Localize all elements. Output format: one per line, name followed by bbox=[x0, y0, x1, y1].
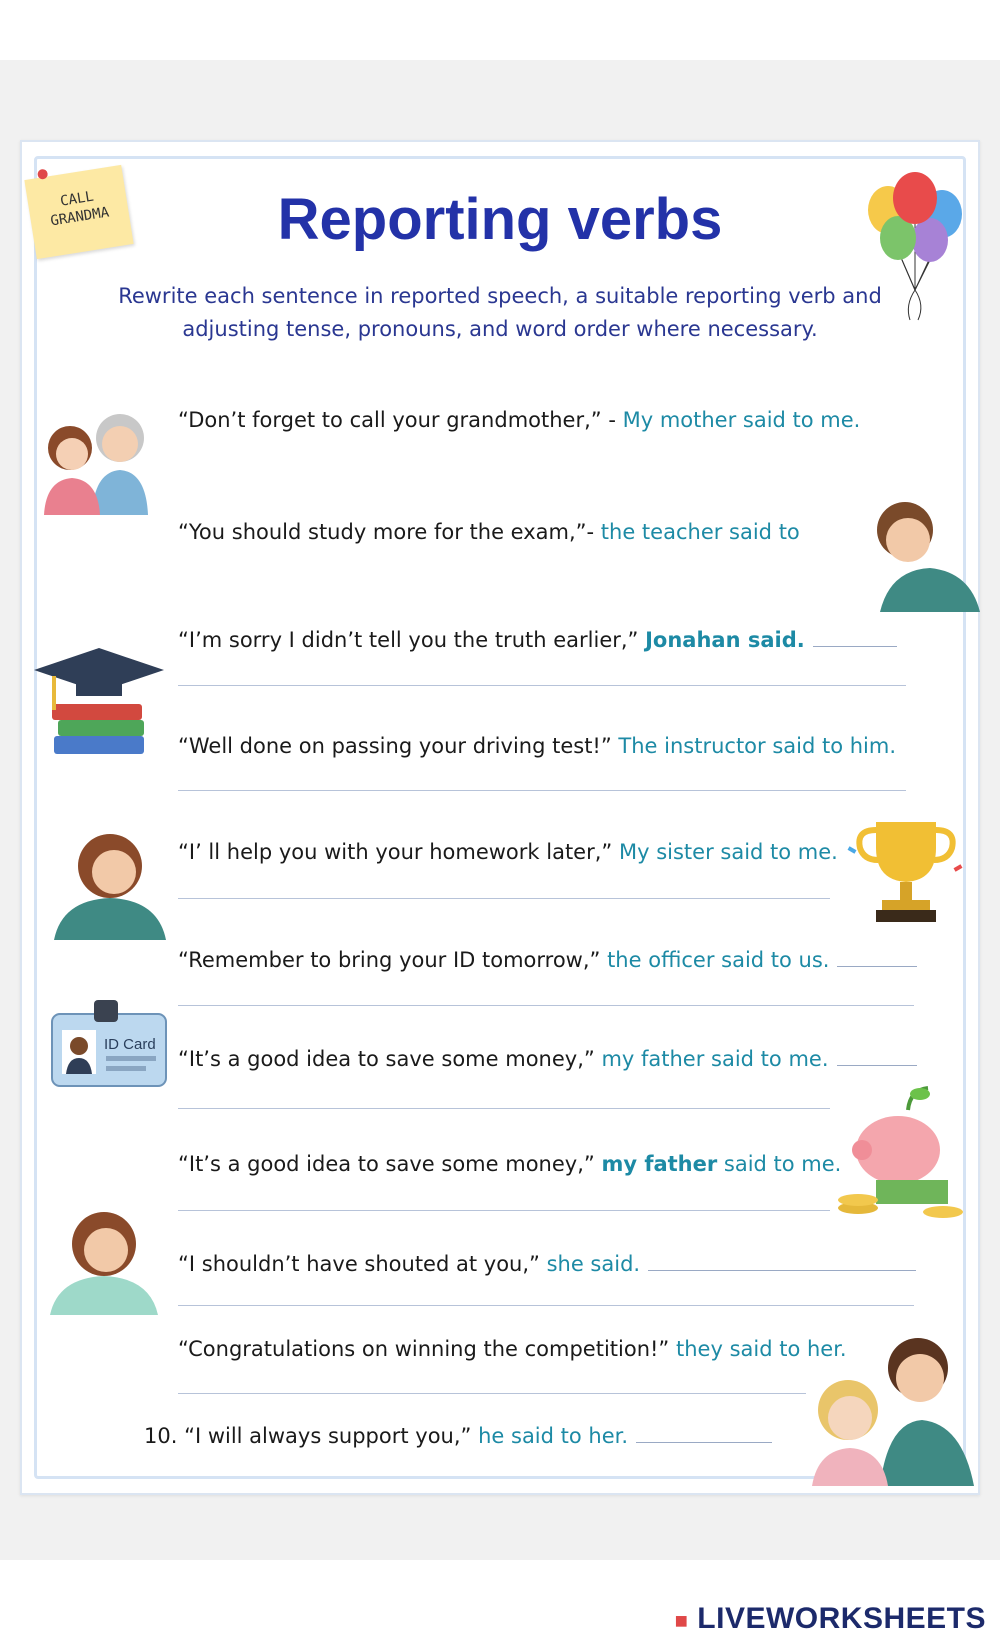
sentence-5 bbox=[178, 840, 838, 864]
quote: “It’s a good idea to save some money,” bbox=[178, 1047, 602, 1071]
sticky-note-line1: CALL bbox=[59, 188, 95, 210]
answer-line[interactable] bbox=[178, 1005, 914, 1006]
id-card-label: ID Card bbox=[104, 1036, 156, 1053]
sentence-11 bbox=[144, 1424, 772, 1448]
quote: “You should study more for the exam,”- bbox=[178, 520, 601, 544]
answer-line[interactable] bbox=[178, 1108, 830, 1109]
speaker-bold: my father bbox=[601, 1152, 718, 1176]
brand-text: LIVEWORKSHEETS bbox=[697, 1602, 986, 1635]
speaker: the officer said to us. bbox=[607, 948, 830, 972]
speaker: the teacher said to bbox=[600, 520, 800, 544]
sticky-note-line2: GRANDMA bbox=[49, 204, 111, 230]
instructions-line2: adjusting tense, pronouns, and word order where necessary. bbox=[182, 317, 818, 341]
answer-blank[interactable] bbox=[813, 645, 897, 647]
sentence-10 bbox=[178, 1337, 847, 1361]
sentence-2 bbox=[178, 520, 800, 544]
quote: “I’ ll help you with your homework later,” bbox=[178, 840, 619, 864]
answer-line[interactable] bbox=[178, 1305, 914, 1306]
speaker: The instructor said to him. bbox=[618, 734, 897, 758]
worksheet-border bbox=[34, 156, 966, 1479]
answer-line[interactable] bbox=[178, 1210, 830, 1211]
page-title: Reporting verbs bbox=[277, 187, 723, 252]
quote: “Congratulations on winning the competition!” bbox=[178, 1337, 676, 1361]
quote: “It’s a good idea to save some money,” bbox=[178, 1152, 602, 1176]
answer-blank[interactable] bbox=[636, 1441, 772, 1443]
books-and-grad-cap-icon bbox=[34, 640, 164, 760]
speaker: she said. bbox=[546, 1252, 641, 1276]
piggy-bank-icon bbox=[838, 1080, 968, 1225]
sad-boy-icon bbox=[850, 492, 980, 612]
sentence-8 bbox=[178, 1152, 841, 1176]
couple-icon bbox=[798, 1326, 980, 1486]
instructions-line1: Rewrite each sentence in reported speech, a suitable reporting verb and bbox=[118, 284, 882, 308]
answer-blank[interactable] bbox=[648, 1269, 916, 1271]
pin-icon bbox=[37, 169, 48, 180]
answer-line[interactable] bbox=[178, 1393, 806, 1394]
trophy-icon bbox=[846, 808, 966, 928]
brand-logo bbox=[675, 1602, 986, 1636]
speaker: My sister said to me. bbox=[618, 840, 838, 864]
answer-line[interactable] bbox=[178, 898, 830, 899]
sentence-3 bbox=[178, 628, 897, 652]
quote: “Don’t forget to call your grandmother,” - bbox=[178, 408, 623, 432]
speaker: Jonahan said. bbox=[645, 628, 805, 652]
answer-blank[interactable] bbox=[837, 965, 917, 967]
sentence-6 bbox=[178, 948, 917, 972]
sentence-number: 10. bbox=[144, 1424, 178, 1448]
answer-line[interactable] bbox=[178, 790, 906, 791]
quote: “Well done on passing your driving test!” bbox=[178, 734, 619, 758]
grandmother-and-child-icon bbox=[32, 400, 162, 515]
tired-woman-icon bbox=[48, 820, 168, 940]
sentence-4 bbox=[178, 734, 896, 758]
brand-icon: ■ bbox=[674, 1608, 689, 1633]
speaker: my father said to me. bbox=[601, 1047, 829, 1071]
sentence-9 bbox=[178, 1252, 916, 1276]
sentence-7 bbox=[178, 1047, 917, 1071]
speaker: said to me. bbox=[717, 1152, 842, 1176]
instructions bbox=[80, 280, 920, 346]
quote: “Remember to bring your ID tomorrow,” bbox=[178, 948, 608, 972]
quote: “I shouldn’t have shouted at you,” bbox=[178, 1252, 547, 1276]
answer-line[interactable] bbox=[178, 685, 906, 686]
speaker: My mother said to me. bbox=[622, 408, 861, 432]
thoughtful-woman-icon bbox=[42, 1200, 162, 1315]
speaker: he said to her. bbox=[478, 1424, 629, 1448]
answer-blank[interactable] bbox=[837, 1064, 917, 1066]
speaker: they said to her. bbox=[676, 1337, 847, 1361]
quote: “I will always support you,” bbox=[177, 1424, 479, 1448]
quote: “I’m sorry I didn’t tell you the truth earlier,” bbox=[178, 628, 646, 652]
sentence-1 bbox=[178, 408, 860, 432]
